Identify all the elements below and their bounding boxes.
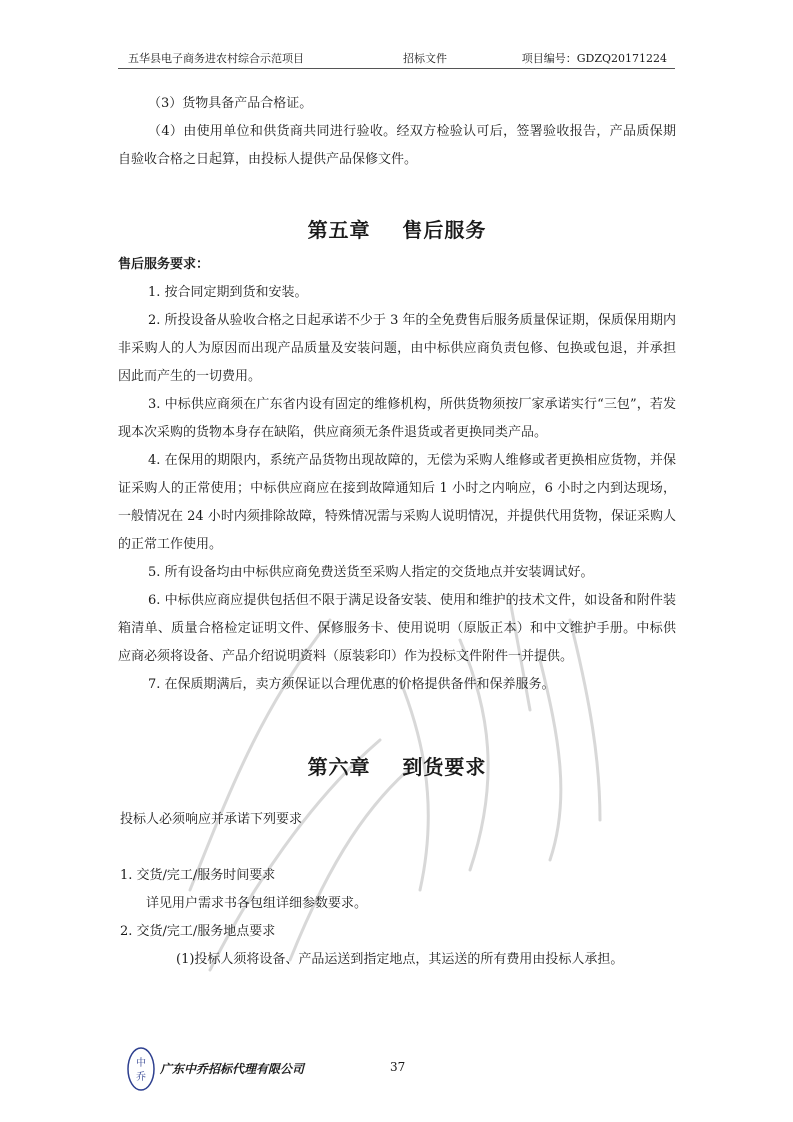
after-sales-item-2: 2. 所投设备从验收合格之日起承诺不少于 3 年的全免费售后服务质量保证期，保质保用期内非采购人的人为原因而出现产品质量及安装问题，由中标供应商负责包修、包换或包退，并承担因此而产生的一切费用。 (118, 313, 676, 384)
after-sales-item-7: 7. 在保质期满后，卖方须保证以合理优惠的价格提供备件和保养服务。 (148, 677, 555, 692)
after-sales-item-6: 6. 中标供应商应提供包括但不限于满足设备安装、使用和维护的技术文件，如设备和附件装箱清单、质量合格检定证明文件、保修服务卡、使用说明（原版正本）和中文维护手册。中标供应商必须将设备、产品介绍说明资料（原装彩印）作为投标文件附件一并提供。 (118, 593, 676, 664)
top-item-4: （4）由使用单位和供货商共同进行验收。经双方检验认可后，签署验收报告，产品质保期自验收合格之日起算，由投标人提供产品保修文件。 (118, 124, 676, 167)
chapter-5-title: 第五章 售后服务 (307, 218, 487, 242)
company-logo (126, 1046, 156, 1092)
page-footer (118, 1040, 675, 1100)
delivery-item-2: 2. 交货/完工/服务地点要求 (120, 924, 276, 939)
header-project-number: 项目编号：GDZQ20171224 (521, 52, 667, 65)
delivery-item-1-detail: 详见用户需求书各包组详细参数要求。 (146, 896, 368, 911)
after-sales-item-1: 1. 按合同定期到货和安装。 (148, 285, 308, 300)
svg-text:中: 中 (136, 1058, 146, 1069)
after-sales-item-3: 3. 中标供应商须在广东省内设有固定的维修机构，所供货物须按厂家承诺实行“三包”，若发现本次采购的货物本身存在缺陷，供应商须无条件退货或者更换同类产品。 (118, 397, 676, 440)
document-body (118, 92, 676, 974)
header-doc-type: 招标文件 (403, 52, 447, 65)
after-sales-item-5: 5. 所有设备均由中标供应商免费送货至采购人指定的交货地点并安装调试好。 (148, 565, 594, 580)
chapter-6-title: 第六章 到货要求 (307, 755, 487, 779)
delivery-intro: 投标人必须响应并承诺下列要求 (120, 812, 303, 827)
header-project-name: 五华县电子商务进农村综合示范项目 (128, 52, 304, 65)
page-header (118, 50, 675, 69)
svg-text:乔: 乔 (136, 1072, 146, 1083)
company-name: 广东中乔招标代理有限公司 (160, 1062, 305, 1076)
after-sales-item-4: 4. 在保用的期限内，系统产品货物出现故障的，无偿为采购人维修或者更换相应货物，并保证采购人的正常使用；中标供应商应在接到故障通知后 1 小时之内响应，6 小时之内到达现场，一般情况在 24 小时内须排除故障，特殊情况需与采购人说明情况，并提供代用货物，保证采购人的正常工作使用。 (118, 453, 676, 552)
top-item-3: （3）货物具备产品合格证。 (148, 96, 313, 111)
page-number: 37 (390, 1060, 406, 1074)
delivery-item-2-detail: (1)投标人须将设备、产品运送到指定地点，其运送的所有费用由投标人承担。 (176, 952, 624, 967)
delivery-item-1: 1. 交货/完工/服务时间要求 (120, 868, 276, 883)
after-sales-heading: 售后服务要求： (118, 257, 210, 272)
